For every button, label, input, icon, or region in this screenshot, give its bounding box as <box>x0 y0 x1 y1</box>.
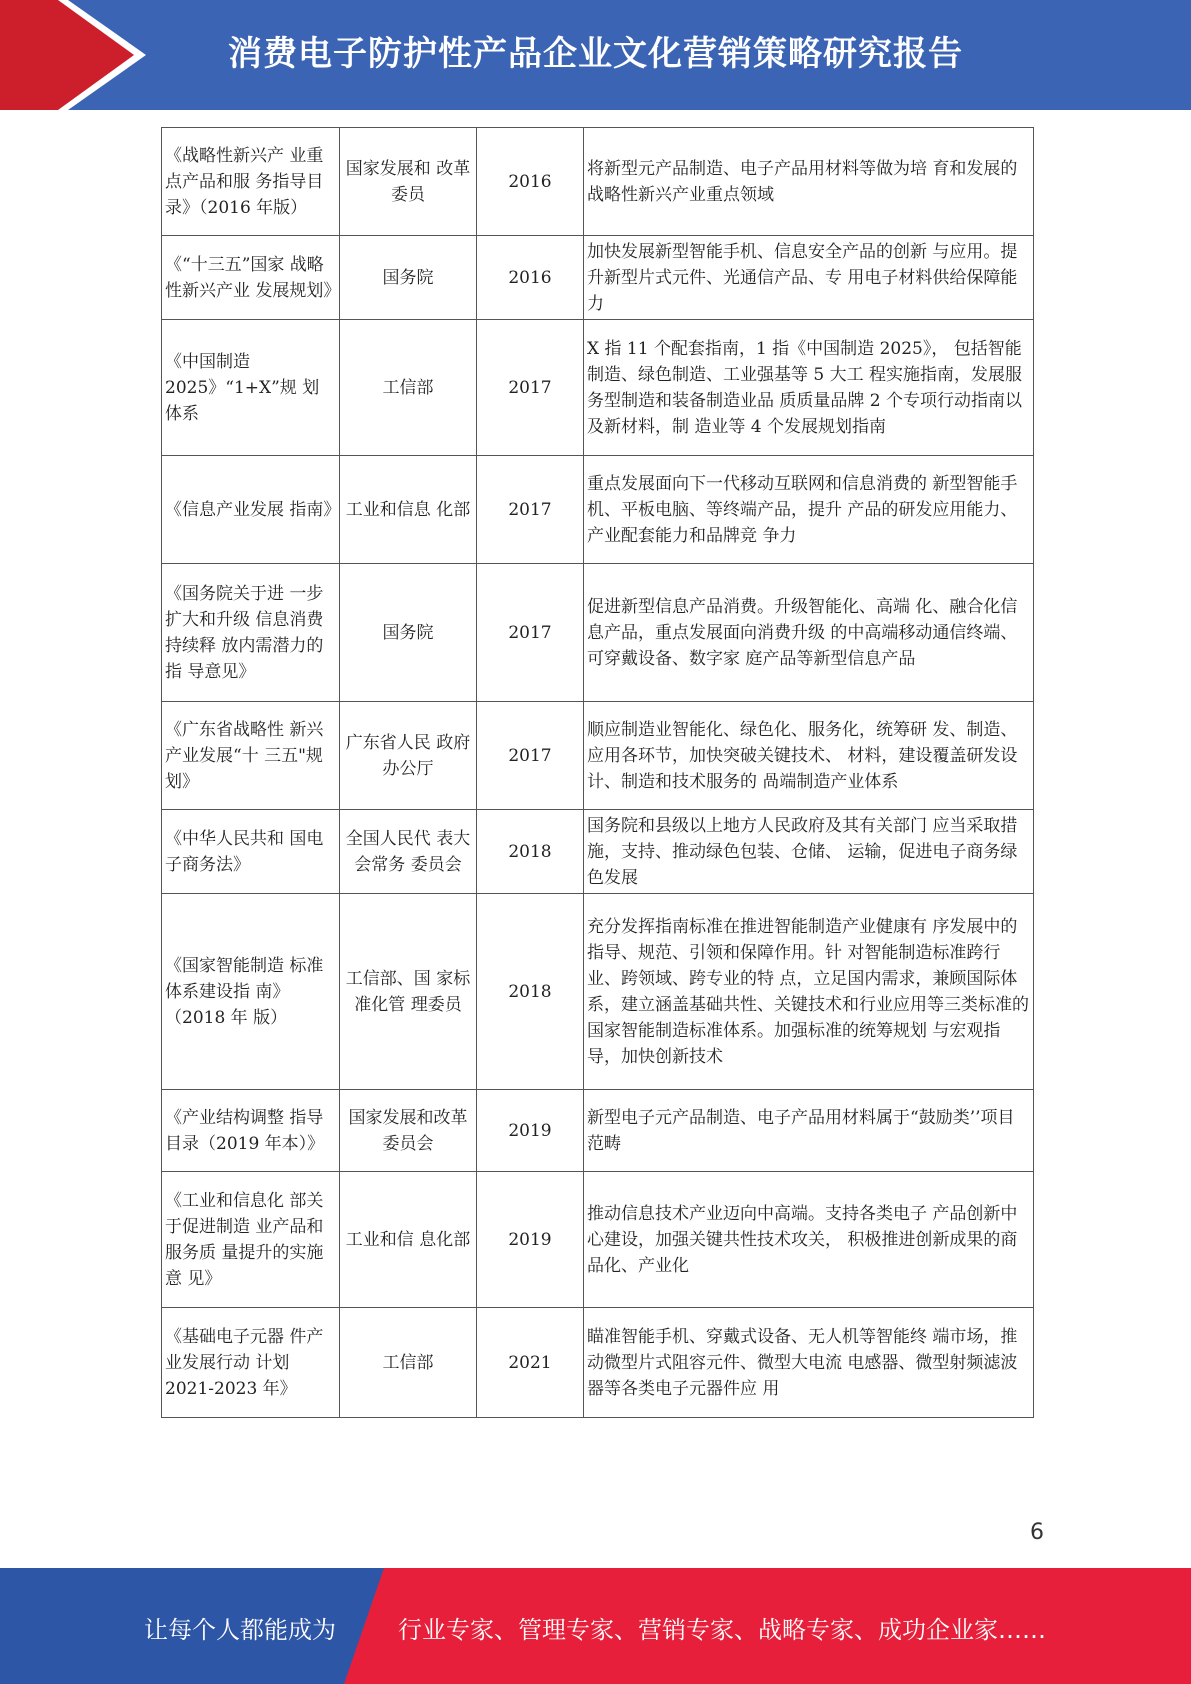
department-cell: 全国人民代 表大会常务 委员会 <box>340 810 477 894</box>
year-cell: 2017 <box>477 702 584 810</box>
chevron-arrow-icon <box>0 0 160 110</box>
department-cell: 广东省人民 政府办公厅 <box>340 702 477 810</box>
department-cell: 工信部 <box>340 1308 477 1418</box>
department-cell: 工信部 <box>340 320 477 456</box>
year-cell: 2018 <box>477 894 584 1090</box>
description-cell: 促进新型信息产品消费。升级智能化、高端 化、融合化信息产品，重点发展面向消费升级 的中高端移动通信终端、可穿戴设备、数字家 庭产品等新型信息产品 <box>584 564 1034 702</box>
table-row <box>162 894 1034 1090</box>
footer-slogan-right: 行业专家、管理专家、营销专家、战略专家、成功企业家…… <box>398 1616 1046 1644</box>
policy-name-cell: 《广东省战略性 新兴产业发展“十 三五"规划》 <box>162 702 340 810</box>
year-cell: 2017 <box>477 564 584 702</box>
year-cell: 2021 <box>477 1308 584 1418</box>
footer-banner <box>0 1568 1191 1684</box>
policy-name-cell: 《工业和信息化 部关于促进制造 业产品和服务质 量提升的实施意 见》 <box>162 1172 340 1308</box>
department-cell: 国家发展和 改革委员 <box>340 128 477 236</box>
page-number: 6 <box>1030 1520 1044 1545</box>
description-cell: 国务院和县级以上地方人民政府及其有关部门 应当采取措施，支持、推动绿色包装、仓储、 运输，促进电子商务绿色发展 <box>584 810 1034 894</box>
description-cell: 将新型元产品制造、电子产品用材料等做为培 育和发展的战略性新兴产业重点领域 <box>584 128 1034 236</box>
policy-table <box>161 127 1034 1418</box>
description-cell: 顺应制造业智能化、绿色化、服务化，统筹研 发、制造、应用各环节，加快突破关键技术、 材料，建设覆盖研发设计、制造和技术服务的 咼端制造产业体系 <box>584 702 1034 810</box>
header-banner <box>0 0 1191 110</box>
department-cell: 工业和信息 化部 <box>340 456 477 564</box>
policy-name-cell: 《中华人民共和 国电子商务法》 <box>162 810 340 894</box>
footer-slogan-left: 让每个人都能成为 <box>144 1616 336 1644</box>
description-cell: X 指 11 个配套指南，1 指《中国制造 2025》， 包括智能制造、绿色制造、工业强基等 5 大工 程实施指南，发展服务型制造和装备制造业品 质质量品牌 2 个专项行动指南以及新材料，制 造业等 4 个发展规划指南 <box>584 320 1034 456</box>
department-cell: 国务院 <box>340 236 477 320</box>
table-row <box>162 564 1034 702</box>
description-cell: 新型电子元产品制造、电子产品用材料属于“鼓励类’’项目范畴 <box>584 1090 1034 1172</box>
department-cell: 工信部、国 家标准化管 理委员 <box>340 894 477 1090</box>
table-row <box>162 128 1034 236</box>
policy-name-cell: 《国家智能制造 标准体系建设指 南》（2018 年 版） <box>162 894 340 1090</box>
year-cell: 2018 <box>477 810 584 894</box>
report-title: 消费电子防护性产品企业文化营销策略研究报告 <box>228 34 963 74</box>
policy-name-cell: 《国务院关于进 一步扩大和升级 信息消费持续释 放内需潜力的指 导意见》 <box>162 564 340 702</box>
department-cell: 工业和信 息化部 <box>340 1172 477 1308</box>
description-cell: 推动信息技术产业迈向中高端。支持各类电子 产品创新中心建设，加强关键共性技术攻关， 积极推进创新成果的商品化、产业化 <box>584 1172 1034 1308</box>
table-row <box>162 1090 1034 1172</box>
table-row <box>162 320 1034 456</box>
year-cell: 2017 <box>477 320 584 456</box>
department-cell: 国家发展和改革委员会 <box>340 1090 477 1172</box>
description-cell: 充分发挥指南标准在推进智能制造产业健康有 序发展中的指导、规范、引领和保障作用。针 对智能制造标准跨行业、跨领域、跨专业的特 点，立足国内需求，兼顾国际体系，建立涵盖基础共性、关键技术和行业应用等三类标准的 国家智能制造标准体系。加强标准的统筹规划 与宏观指导，加快创新技术 <box>584 894 1034 1090</box>
year-cell: 2019 <box>477 1090 584 1172</box>
policy-name-cell: 《产业结构调整 指导目录（2019 年本）》 <box>162 1090 340 1172</box>
table-row <box>162 1172 1034 1308</box>
policy-name-cell: 《“十三五”国家 战略性新兴产业 发展规划》 <box>162 236 340 320</box>
description-cell: 加快发展新型智能手机、信息安全产品的创新 与应用。提升新型片式元件、光通信产品、专 用电子材料供给保障能力 <box>584 236 1034 320</box>
table-row <box>162 1308 1034 1418</box>
description-cell: 重点发展面向下一代移动互联网和信息消费的 新型智能手机、平板电脑、等终端产品，提升 产品的研发应用能力、产业配套能力和品牌竞 争力 <box>584 456 1034 564</box>
department-cell: 国务院 <box>340 564 477 702</box>
table-row <box>162 702 1034 810</box>
table-row <box>162 456 1034 564</box>
policy-name-cell: 《中国制造 2025》“1+X”规 划体系 <box>162 320 340 456</box>
year-cell: 2019 <box>477 1172 584 1308</box>
policy-name-cell: 《战略性新兴产 业重点产品和服 务指导目录》（2016 年版） <box>162 128 340 236</box>
year-cell: 2016 <box>477 128 584 236</box>
policy-name-cell: 《信息产业发展 指南》 <box>162 456 340 564</box>
policy-name-cell: 《基础电子元器 件产业发展行动 计划 2021-2023 年》 <box>162 1308 340 1418</box>
table-row <box>162 810 1034 894</box>
year-cell: 2016 <box>477 236 584 320</box>
table-row <box>162 236 1034 320</box>
description-cell: 瞄准智能手机、穿戴式设备、无人机等智能终 端市场，推动微型片式阻容元件、微型大电流 电感器、微型射频滤波器等各类电子元器件应 用 <box>584 1308 1034 1418</box>
year-cell: 2017 <box>477 456 584 564</box>
